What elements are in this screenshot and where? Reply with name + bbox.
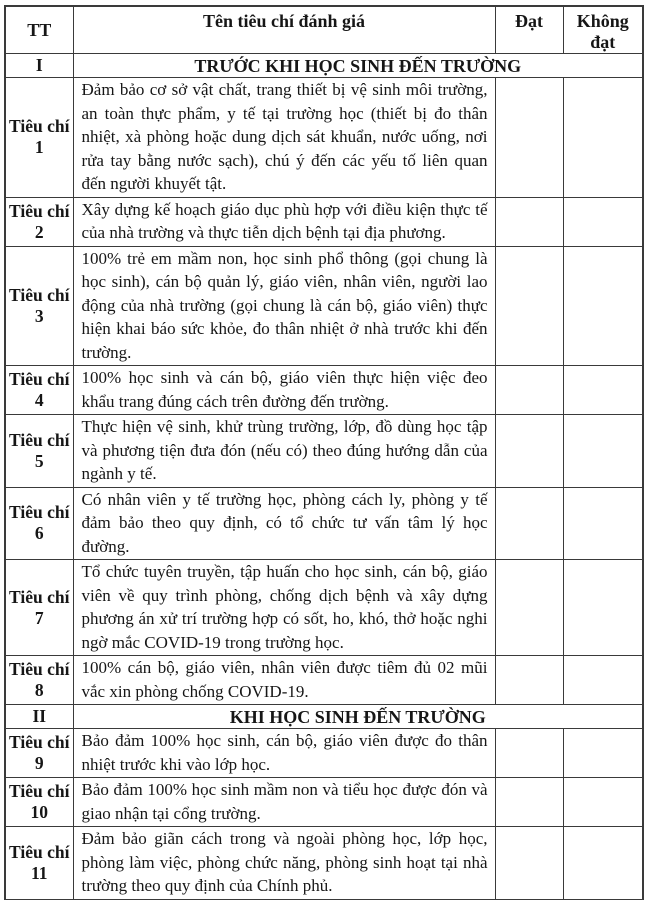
- criteria-row-11: [5, 827, 643, 900]
- pass-cell: [495, 729, 563, 778]
- pass-cell: [495, 78, 563, 198]
- criteria-label: Tiêu chí 10: [5, 778, 73, 827]
- criteria-row-7: [5, 560, 643, 656]
- criteria-label: Tiêu chí 4: [5, 366, 73, 415]
- criteria-label: Tiêu chí 2: [5, 197, 73, 246]
- section-row-2: [5, 705, 643, 729]
- table-header-row: [5, 6, 643, 54]
- criteria-text: 100% cán bộ, giáo viên, nhân viên được tiêm đủ 02 mũi vắc xin phòng chống COVID-19.: [73, 656, 495, 705]
- criteria-text: Đảm bảo giãn cách trong và ngoài phòng học, lớp học, phòng làm việc, phòng chức năng, phòng sinh hoạt tại nhà trường theo quy định của Chính phủ.: [73, 827, 495, 900]
- criteria-row-9: [5, 729, 643, 778]
- criteria-label: Tiêu chí 9: [5, 729, 73, 778]
- criteria-row-5: [5, 415, 643, 488]
- pass-cell: [495, 827, 563, 900]
- criteria-text: Bảo đảm 100% học sinh mầm non và tiểu học được đón và giao nhận tại cổng trường.: [73, 778, 495, 827]
- pass-cell: [495, 560, 563, 656]
- criteria-text: Xây dựng kế hoạch giáo dục phù hợp với điều kiện thực tế của nhà trường và thực tiễn dịch bệnh tại địa phương.: [73, 197, 495, 246]
- fail-cell: [563, 560, 643, 656]
- header-cell-tt: TT: [5, 6, 73, 54]
- criteria-text: Tổ chức tuyên truyền, tập huấn cho học sinh, cán bộ, giáo viên về quy trình phòng, chống dịch bệnh và xây dựng phương án xử trí trường hợp có sốt, ho, khó, thở hoặc nghi ngờ mắc COVID-19 trong trường học.: [73, 560, 495, 656]
- fail-cell: [563, 366, 643, 415]
- criteria-row-2: [5, 197, 643, 246]
- criteria-label: Tiêu chí 7: [5, 560, 73, 656]
- pass-cell: [495, 487, 563, 560]
- criteria-label: Tiêu chí 6: [5, 487, 73, 560]
- criteria-row-4: [5, 366, 643, 415]
- criteria-label: Tiêu chí 5: [5, 415, 73, 488]
- section-number: II: [5, 705, 73, 729]
- criteria-label: Tiêu chí 11: [5, 827, 73, 900]
- section-number: I: [5, 54, 73, 78]
- section-row-1: [5, 54, 643, 78]
- fail-cell: [563, 827, 643, 900]
- fail-cell: [563, 487, 643, 560]
- pass-cell: [495, 246, 563, 366]
- criteria-table: [4, 5, 644, 900]
- header-cell-criteria: Tên tiêu chí đánh giá: [73, 6, 495, 54]
- pass-cell: [495, 415, 563, 488]
- criteria-row-3: [5, 246, 643, 366]
- pass-cell: [495, 366, 563, 415]
- pass-cell: [495, 656, 563, 705]
- fail-cell: [563, 778, 643, 827]
- criteria-text: Thực hiện vệ sinh, khử trùng trường, lớp, đồ dùng học tập và phương tiện đưa đón (nếu có) theo đúng hướng dẫn của ngành y tế.: [73, 415, 495, 488]
- criteria-text: Có nhân viên y tế trường học, phòng cách ly, phòng y tế đảm bảo theo quy định, có tổ chức tư vấn tâm lý học đường.: [73, 487, 495, 560]
- criteria-row-1: [5, 78, 643, 198]
- fail-cell: [563, 246, 643, 366]
- pass-cell: [495, 197, 563, 246]
- criteria-text: 100% học sinh và cán bộ, giáo viên thực hiện việc đeo khẩu trang đúng cách trên đường đến trường.: [73, 366, 495, 415]
- fail-cell: [563, 729, 643, 778]
- criteria-text: Đảm bảo cơ sở vật chất, trang thiết bị vệ sinh môi trường, an toàn thực phẩm, y tế tại trường học (thiết bị đo thân nhiệt, xà phòng hoặc dung dịch sát khuẩn, nước uống, nơi rửa tay bằng nước sạch), chú ý đến các yếu tố liên quan đến người khuyết tật.: [73, 78, 495, 198]
- header-cell-fail: Không đạt: [563, 6, 643, 54]
- criteria-text: 100% trẻ em mầm non, học sinh phổ thông (gọi chung là học sinh), cán bộ quản lý, giáo viên, nhân viên, người lao động của nhà trường (gọi chung là cán bộ, giáo viên) thực hiện khai báo sức khỏe, đo thân nhiệt ở nhà trước khi đến trường.: [73, 246, 495, 366]
- fail-cell: [563, 197, 643, 246]
- section-title: KHI HỌC SINH ĐẾN TRƯỜNG: [73, 705, 643, 729]
- criteria-label: Tiêu chí 3: [5, 246, 73, 366]
- criteria-row-10: [5, 778, 643, 827]
- pass-cell: [495, 778, 563, 827]
- header-cell-pass: Đạt: [495, 6, 563, 54]
- criteria-row-6: [5, 487, 643, 560]
- criteria-row-8: [5, 656, 643, 705]
- fail-cell: [563, 415, 643, 488]
- criteria-text: Bảo đảm 100% học sinh, cán bộ, giáo viên được đo thân nhiệt trước khi vào lớp học.: [73, 729, 495, 778]
- criteria-label: Tiêu chí 1: [5, 78, 73, 198]
- criteria-label: Tiêu chí 8: [5, 656, 73, 705]
- section-title: TRƯỚC KHI HỌC SINH ĐẾN TRƯỜNG: [73, 54, 643, 78]
- fail-cell: [563, 78, 643, 198]
- fail-cell: [563, 656, 643, 705]
